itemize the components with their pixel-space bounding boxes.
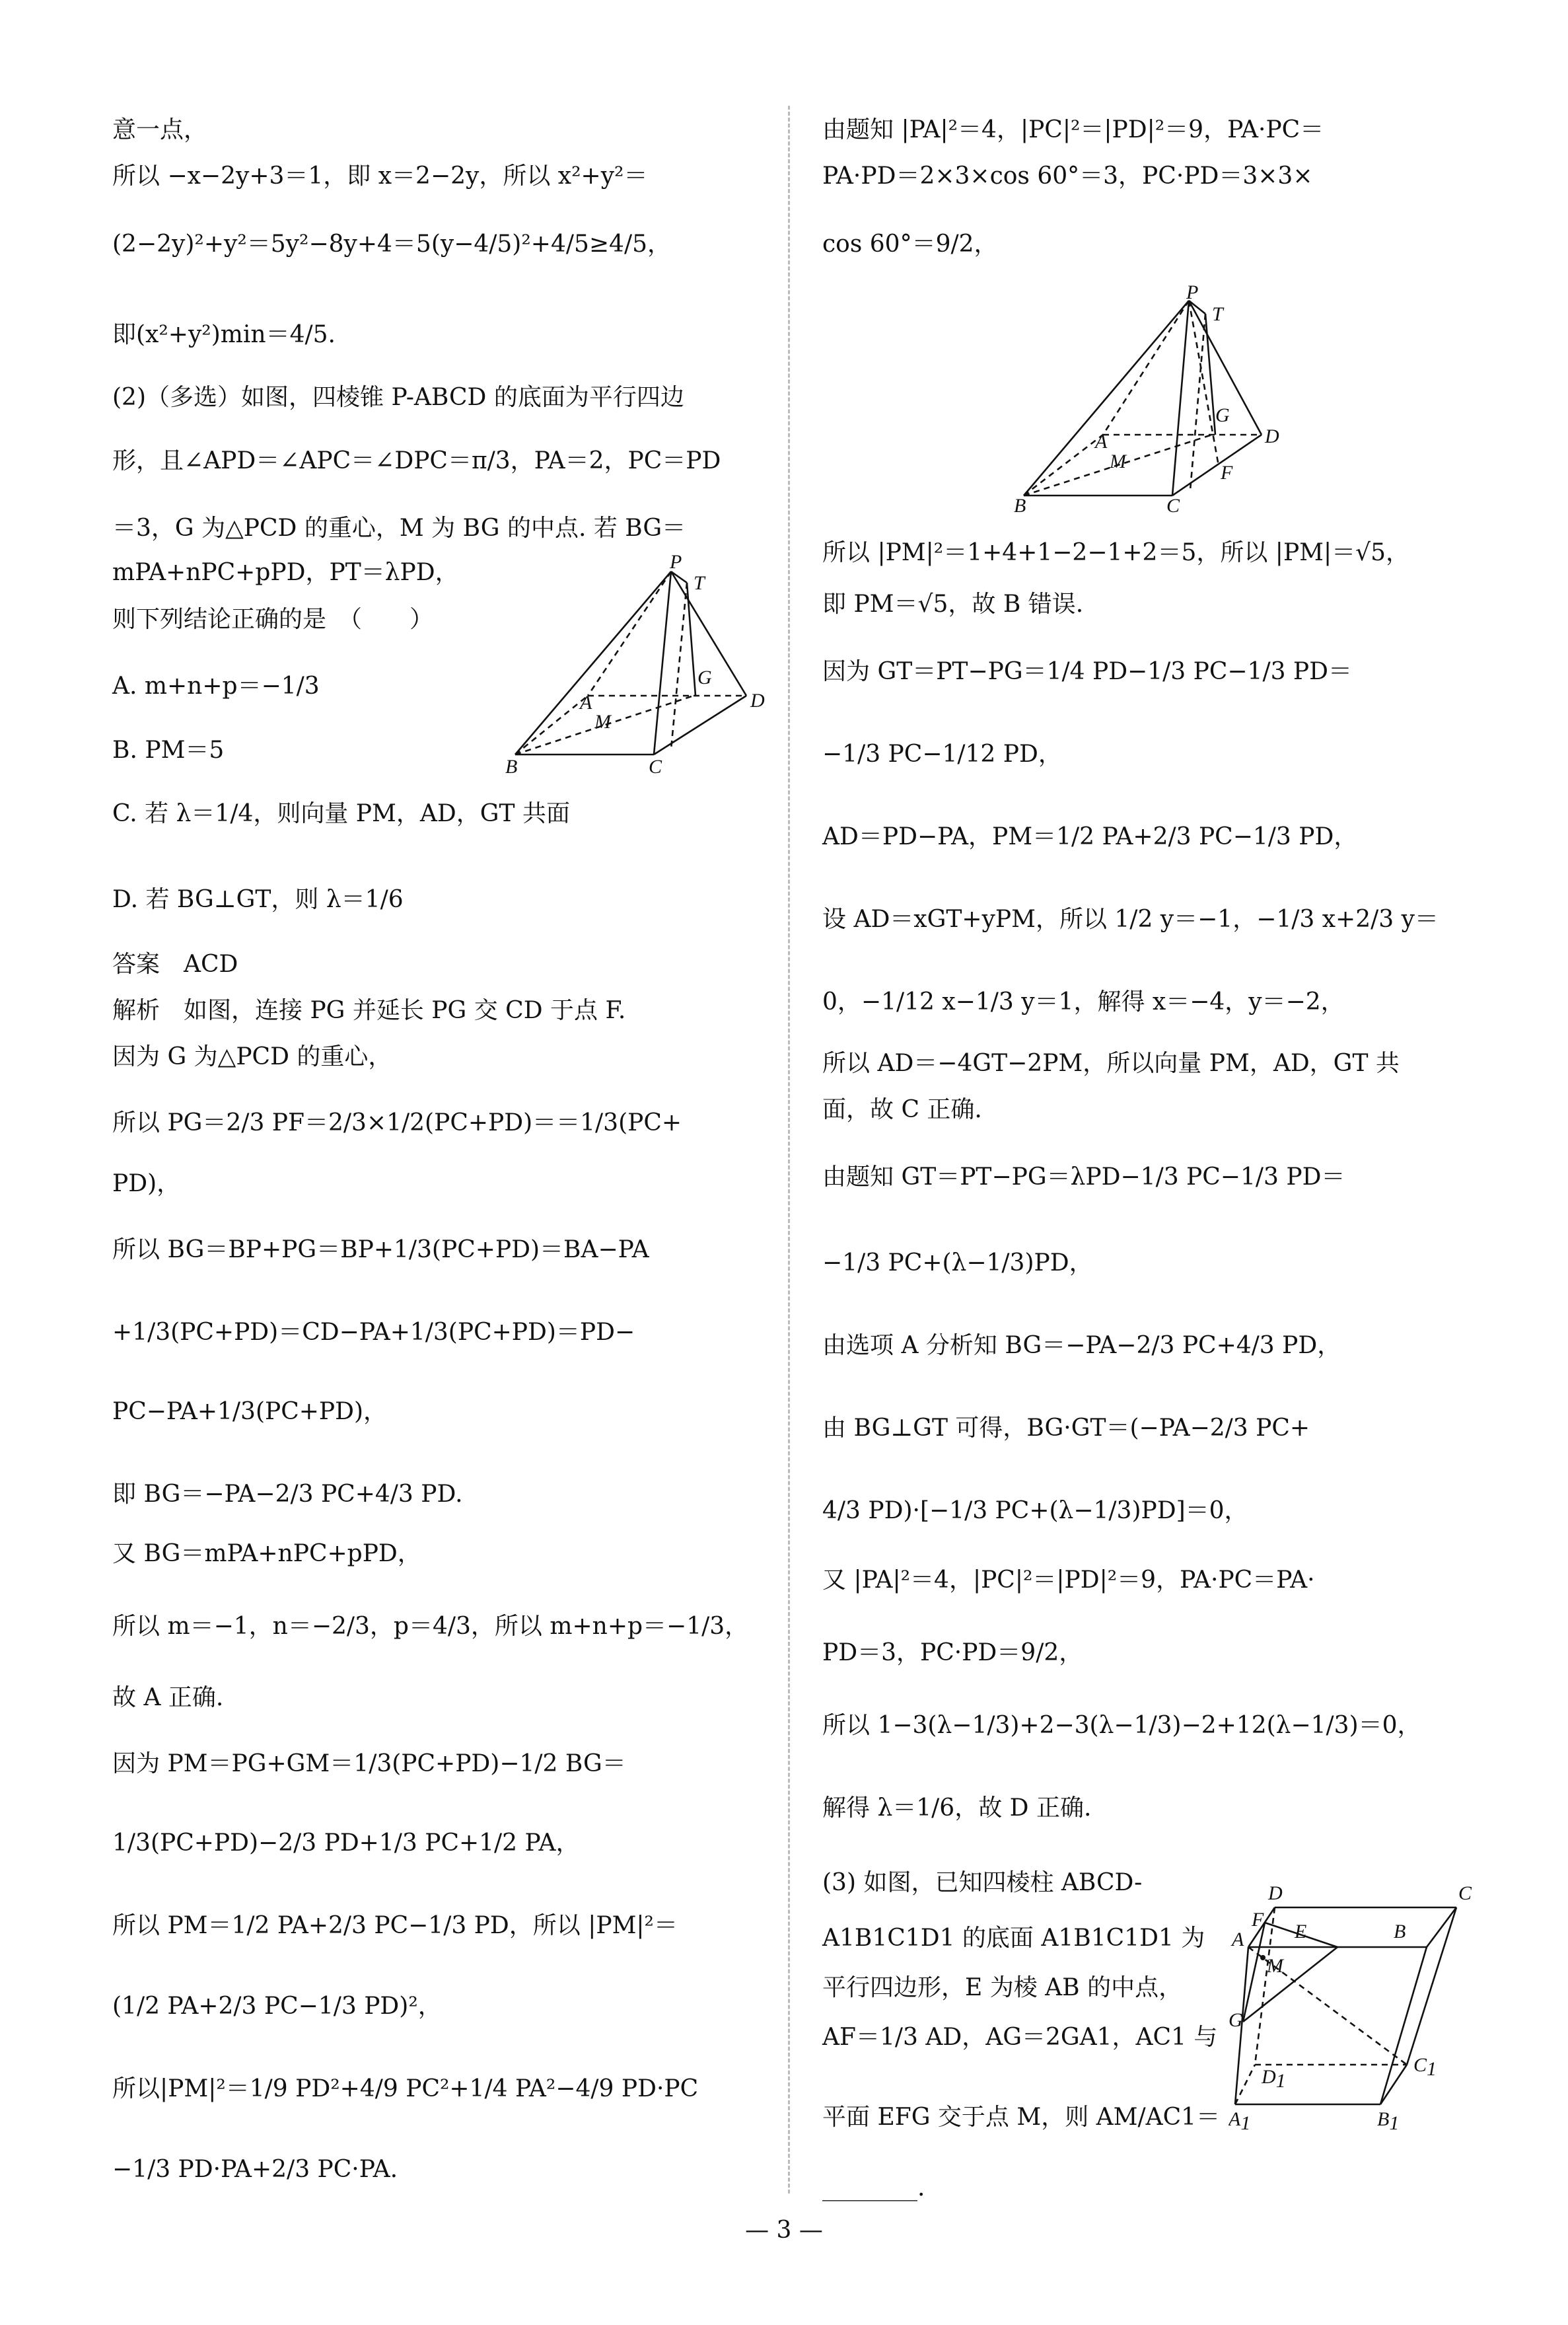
left-line: 所以 m＝−1，n＝−2/3，p＝4/3，所以 m+n+p＝−1/3， [112, 1613, 749, 1640]
label-T: T [694, 572, 705, 594]
left-line: 1/3(PC+PD)−2/3 PD+1/3 PC+1/2 PA， [112, 1829, 580, 1857]
label-G: G [697, 667, 712, 688]
label-C: C [1458, 1882, 1472, 1904]
right-line: 所以 |PM|²＝1+4+1−2−1+2＝5，所以 |PM|＝√5， [822, 539, 1409, 566]
pyramid-figure-right [1011, 284, 1288, 515]
left-line: 又 BG＝mPA+nPC+pPD， [112, 1540, 421, 1567]
label-F: F [1221, 462, 1233, 484]
left-line: PD)， [112, 1170, 181, 1197]
label-P: P [1186, 284, 1199, 303]
label-B1: B1 [1377, 2108, 1400, 2131]
left-line: −1/3 PD·PA+2/3 PC·PA. [112, 2156, 398, 2183]
left-line: mPA+nPC+pPD，PT＝λPD， [112, 559, 459, 586]
left-line: 则下列结论正确的是 （ ） [112, 606, 434, 633]
left-line: ＝3，G 为△PCD 的重心，M 为 BG 的中点. 若 BG＝ [112, 515, 686, 542]
right-line: 由 BG⊥GT 可得，BG·GT＝(−PA−2/3 PC+ [822, 1415, 1310, 1442]
prism-figure [1229, 1866, 1479, 2131]
left-line: 所以 BG＝BP+PG＝BP+1/3(PC+PD)＝BA−PA [112, 1236, 649, 1263]
label-D1: D1 [1262, 2066, 1286, 2092]
left-line: D. 若 BG⊥GT，则 λ＝1/6 [112, 886, 404, 913]
left-line: 即 BG＝−PA−2/3 PC+4/3 PD. [112, 1481, 463, 1508]
left-line: 故 A 正确. [112, 1684, 224, 1711]
right-line: 由题知 GT＝PT−PG＝λPD−1/3 PC−1/3 PD＝ [822, 1163, 1345, 1191]
label-D: D [1268, 1882, 1283, 1904]
label-A: A [1095, 431, 1108, 453]
label-A1: A1 [1229, 2108, 1251, 2131]
label-D: D [750, 690, 765, 712]
left-line: 即(x²+y²)min＝4/5. [112, 321, 336, 348]
right-line: 由选项 A 分析知 BG＝−PA−2/3 PC+4/3 PD， [822, 1332, 1341, 1359]
right-line: 4/3 PD)·[−1/3 PC+(λ−1/3)PD]＝0， [822, 1497, 1248, 1524]
right-line: 即 PM＝√5，故 B 错误. [822, 591, 1084, 618]
left-line: 所以 PG＝2/3 PF＝2/3×1/2(PC+PD)＝＝1/3(PC+ [112, 1109, 682, 1136]
left-line: 所以 −x−2y+3＝1，即 x＝2−2y，所以 x²+y²＝ [112, 163, 648, 190]
right-line: −1/3 PC−1/12 PD， [822, 741, 1062, 768]
right-line: 设 AD＝xGT+yPM，所以 1/2 y＝−1，−1/3 x+2/3 y＝ [822, 906, 1439, 933]
right-line: 平行四边形，E 为棱 AB 的中点， [822, 1974, 1183, 2001]
label-M: M [594, 711, 611, 733]
left-line: 所以|PM|²＝1/9 PD²+4/9 PC²+1/4 PA²−4/9 PD·PC [112, 2075, 699, 2102]
right-line: 因为 GT＝PT−PG＝1/4 PD−1/3 PC−1/3 PD＝ [822, 658, 1353, 685]
right-line: (3) 如图，已知四棱柱 ABCD- [822, 1869, 1143, 1896]
label-F: F [1252, 1909, 1264, 1931]
right-line: ________. [822, 2174, 925, 2201]
left-line: (2)（多选）如图，四棱锥 P-ABCD 的底面为平行四边 [112, 384, 684, 411]
label-C: C [649, 756, 662, 778]
right-line: cos 60°＝9/2， [822, 231, 998, 258]
label-M: M [1267, 1955, 1283, 1977]
left-line: (2−2y)²+y²＝5y²−8y+4＝5(y−4/5)²+4/5≥4/5， [112, 231, 671, 258]
right-line: AD＝PD−PA，PM＝1/2 PA+2/3 PC−1/3 PD， [822, 823, 1358, 850]
page-number: — 3 — [745, 2217, 823, 2244]
right-line: 所以 1−3(λ−1/3)+2−3(λ−1/3)−2+12(λ−1/3)＝0， [822, 1712, 1421, 1739]
right-line: 0，−1/12 x−1/3 y＝1，解得 x＝−4，y＝−2， [822, 988, 1345, 1015]
label-C1: C1 [1413, 2054, 1437, 2080]
label-M: M [1110, 451, 1126, 472]
left-line: (1/2 PA+2/3 PC−1/3 PD)²， [112, 1993, 442, 2020]
label-G: G [1215, 404, 1230, 426]
left-line: 意一点， [112, 116, 208, 143]
label-B: B [1394, 1921, 1406, 1942]
left-line: 因为 G 为△PCD 的重心， [112, 1043, 392, 1070]
left-line: B. PM＝5 [112, 737, 225, 764]
right-line: 面，故 C 正确. [822, 1096, 982, 1123]
right-line: 由题知 |PA|²＝4，|PC|²＝|PD|²＝9，PA·PC＝ [822, 116, 1324, 143]
right-line: AF＝1/3 AD，AG＝2GA1，AC1 与 [822, 2024, 1218, 2051]
pyramid-figure-left [502, 555, 766, 780]
label-C: C [1166, 495, 1180, 515]
left-line: A. m+n+p＝−1/3 [112, 673, 320, 700]
right-line: 又 |PA|²＝4，|PC|²＝|PD|²＝9，PA·PC＝PA· [822, 1567, 1315, 1594]
left-line: 形，且∠APD＝∠APC＝∠DPC＝π/3，PA＝2，PC＝PD [112, 447, 721, 474]
left-line: 所以 PM＝1/2 PA+2/3 PC−1/3 PD，所以 |PM|²＝ [112, 1912, 678, 1939]
left-line: PC−PA+1/3(PC+PD)， [112, 1398, 388, 1425]
left-line: 解析 如图，连接 PG 并延长 PG 交 CD 于点 F. [112, 997, 626, 1024]
label-T: T [1212, 303, 1223, 325]
label-A: A [1232, 1929, 1244, 1950]
label-A: A [580, 692, 592, 714]
label-P: P [670, 555, 682, 573]
left-line: C. 若 λ＝1/4，则向量 PM，AD，GT 共面 [112, 800, 570, 827]
right-line: 所以 AD＝−4GT−2PM，所以向量 PM，AD，GT 共 [822, 1050, 1400, 1077]
label-B: B [1014, 495, 1026, 515]
label-B: B [505, 756, 518, 778]
right-line: A1B1C1D1 的底面 A1B1C1D1 为 [822, 1925, 1205, 1952]
right-line: PA·PD＝2×3×cos 60°＝3，PC·PD＝3×3× [822, 163, 1313, 190]
column-divider [788, 106, 790, 2194]
label-D: D [1265, 425, 1279, 447]
right-line: PD＝3，PC·PD＝9/2， [822, 1639, 1083, 1666]
right-line: 解得 λ＝1/6，故 D 正确. [822, 1794, 1092, 1822]
left-line: 答案 ACD [112, 951, 238, 978]
right-line: 平面 EFG 交于点 M，则 AM/AC1＝ [822, 2104, 1221, 2131]
left-line: 因为 PM＝PG+GM＝1/3(PC+PD)−1/2 BG＝ [112, 1750, 626, 1777]
label-G: G [1229, 2009, 1243, 2031]
label-E: E [1295, 1921, 1307, 1942]
right-line: −1/3 PC+(λ−1/3)PD， [822, 1249, 1093, 1276]
left-line: +1/3(PC+PD)＝CD−PA+1/3(PC+PD)＝PD− [112, 1319, 635, 1346]
